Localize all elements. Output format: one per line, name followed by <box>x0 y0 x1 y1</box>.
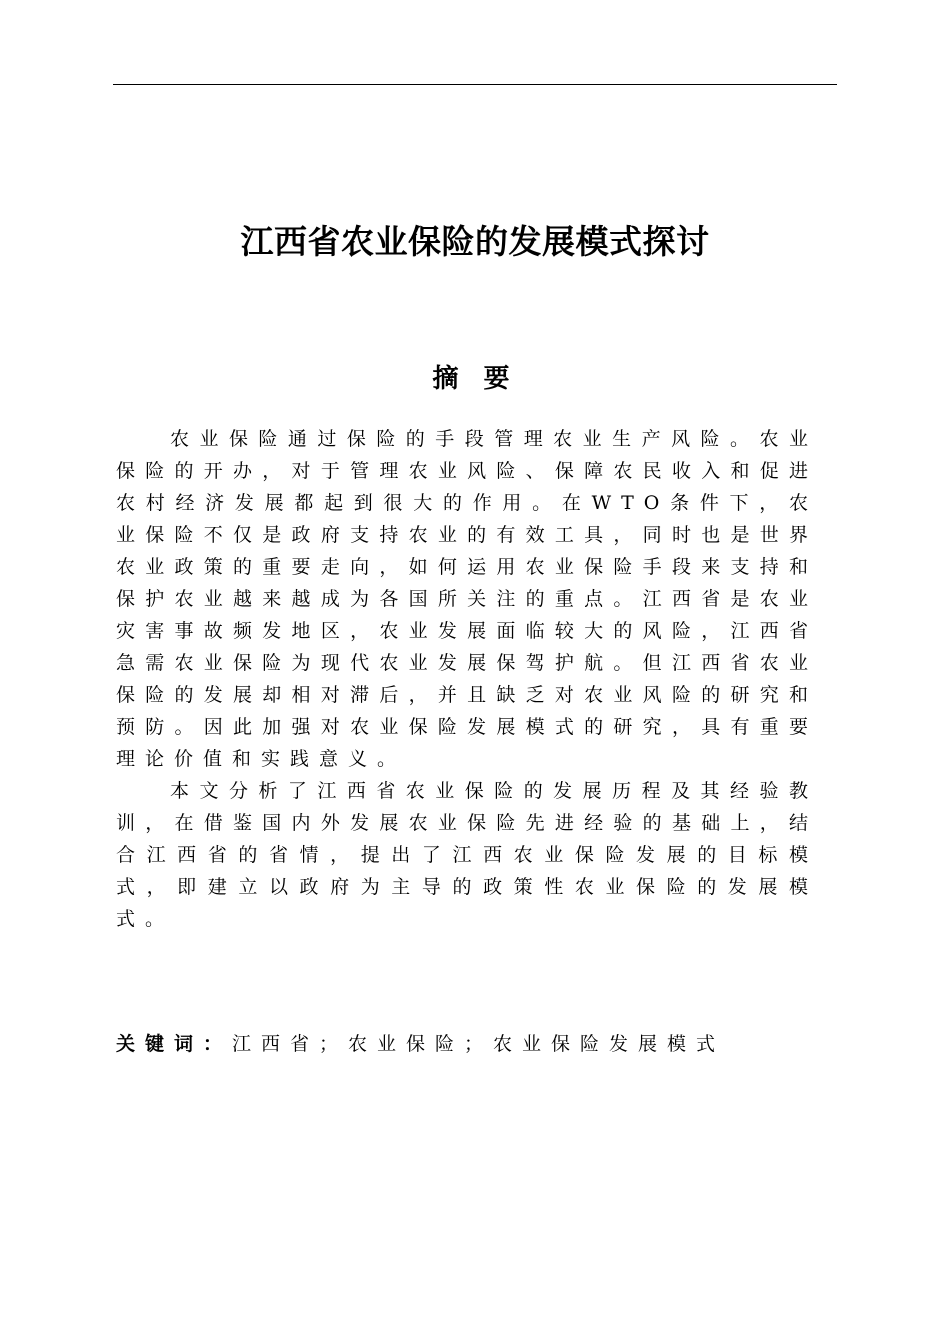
document-title: 江西省农业保险的发展模式探讨 <box>240 222 710 261</box>
abstract-paragraph-1: 农业保险通过保险的手段管理农业生产风险。农业保险的开办，对于管理农业风险、保障农民收入和促进农村经济发展都起到很大的作用。在WTO条件下，农业保险不仅是政府支持农业的有效工具，同时也是世界农业政策的重要走向，如何运用农业保险手段来支持和保护农业越来越成为各国所关注的重点。江西省是农业灾害事故频发地区，农业发展面临较大的风险，江西省急需农业保险为现代农业发展保驾护航。但江西省农业保险的发展却相对滞后，并且缺乏对农业风险的研究和预防。因此加强对农业保险发展模式的研究，具有重要理论价值和实践意义。 <box>116 428 818 770</box>
keywords-line <box>116 1028 818 1060</box>
abstract-body <box>116 423 818 935</box>
keywords-text: 江西省；农业保险；农业保险发展模式 <box>232 1033 726 1055</box>
keywords-label: 关键词： <box>116 1033 233 1055</box>
abstract-heading: 摘 要 <box>432 364 518 394</box>
abstract-paragraph-2: 本文分析了江西省农业保险的发展历程及其经验教训，在借鉴国内外发展农业保险先进经验的基础上，结合江西省的省情，提出了江西农业保险发展的目标模式，即建立以政府为主导的政策性农业保险的发展模式。 <box>116 780 818 930</box>
header-rule <box>113 84 837 85</box>
